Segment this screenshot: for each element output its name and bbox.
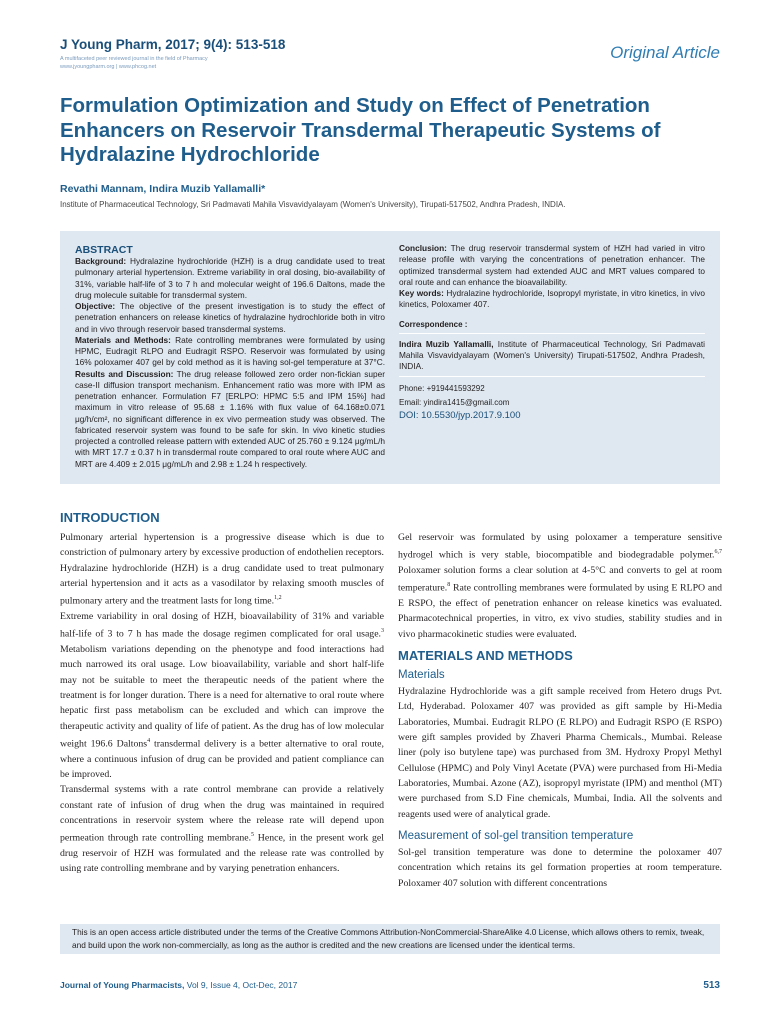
page-number: 513 xyxy=(703,980,720,991)
materials-paragraph: Hydralazine Hydrochloride was a gift sample received from Hetero drugs Pvt. Ltd, Hyderabad. Poloxamer 407 was provided as gift sample by Hi-Media Laboratories, Mumbai. Eudragit RLPO (E RLPO) and Eudragit RSPO (E RSPO) were gift samples provided by Zhaveri Pharma Chemicals., Mumbai. Release liner (poly iso butylene tape) was purchased from 3M. Hydroxy Propyl Methyl Cellulose (HPMC) and Poly Vinyl Acetate (PVA) were purchased from Hi-Media Laboratories, Mumbai. Azone (AZ), isopropyl myristate (IPM) and menthol (MT) were purchased from S.D Fine chemicals, Mumbai, India. All the solvents and reagents used were of analytical grade. xyxy=(398,685,722,820)
author-list: Revathi Mannam, Indira Muzib Yallamalli* xyxy=(60,183,266,195)
abstract-left-column xyxy=(75,256,385,470)
intro-paragraph-1: Pulmonary arterial hypertension is a progressive disease which is due to constriction of pulmonary artery by excessive production of endothelien receptors. Hydralazine hydrochloride (HZH) is a drug candidate used to treat pulmonary arterial hypertension and it acts as a vasodilator by relaxing smooth muscles of pulmonary artery and the treatment lasts for long time.$^{1,2}$ xyxy=(60,532,384,607)
right-body-column xyxy=(398,530,722,891)
intro-paragraph-4: Gel reservoir was formulated by using poloxamer a temperature sensitive hydrogel which is very stable, biocompatible and biodegradable polymer.$^{6,7}$ Poloxamer solution forms a clear solution at 4-5°C and converts to gel at room temperature.$^8$ Rate controlling membranes were formulated by using E RLPO and E RSPO, the effect of penetration enhancer on release kinetics was evaluated. Pharmacotechnical properties, in vitro, ex vivo studies, stability studies and in vivo pharmacokinetic studies were evaluated. xyxy=(398,532,722,640)
abstract-right-column xyxy=(399,243,705,421)
methods-heading: MATERIALS AND METHODS xyxy=(398,647,573,663)
abstract-conclusion: Conclusion: The drug reservoir transdermal system of HZH had varied in vitro release profile with varying the concentrations of penetration enhancer. The optimized transdermal system had extended AUC and MRT values compared to oral route and can enhance the bioavailability. xyxy=(399,243,705,287)
left-body-column xyxy=(60,530,384,877)
divider xyxy=(399,376,705,377)
journal-citation: J Young Pharm, 2017; 9(4): 513-518 xyxy=(60,37,286,52)
introduction-heading: INTRODUCTION xyxy=(60,510,160,525)
solgel-subheading: Measurement of sol-gel transition temperature xyxy=(398,830,634,843)
doi[interactable]: DOI: 10.5530/jyp.2017.9.100 xyxy=(399,409,521,421)
phone: Phone: +919441593292 xyxy=(399,383,485,393)
abstract-box xyxy=(60,231,720,484)
affiliation: Institute of Pharmaceutical Technology, Sri Padmavati Mahila Visvavidyalayam (Women's University), Tirupati-517502, Andhra Pradesh, INDIA. xyxy=(60,200,566,209)
materials-subheading: Materials xyxy=(398,668,445,681)
abstract-keywords: Key words: Hydralazine hydrochloride, Isopropyl myristate, in vitro kinetics, in vivo kinetics, Poloxamer 407. xyxy=(399,288,705,310)
divider xyxy=(399,333,705,334)
correspondence-heading: Correspondence : xyxy=(399,319,468,329)
journal-urls[interactable]: www.jyoungpharm.org | www.phcog.net xyxy=(60,64,157,70)
article-type: Original Article xyxy=(610,43,720,62)
abstract-heading: ABSTRACT xyxy=(75,244,133,256)
abstract-methods: Materials and Methods: Rate controlling membranes were formulated by using HPMC, Eudragit RLPO and Eudragit RSPO. Reservoir was formulated by using 16% poloxamer 407 gel by cold method as it is having sol-gel temperature at 37°C. Results and Discussion: The drug release followed zero order non-fickian super case-II diffusion transport mechanism. Enhancement ratio was more with IPM as penetration enhancer. Formulation F7 [ERLPO: HPMC 5:5 and IPM 15%] had maximum in vitro release of 95.68 ± 1.16% with flux value of 64.168±0.071 μg/h/cm², no significant difference in ex vivo permeation study was observed. The fabricated reservoir system was found to be safe for skin. In vivo kinetic studies projected a controlled release pattern with extended AUC of 25.760 ± 9.124 μg/mL/h with MRT 17.7 ± 0.37 h in transdermal route compared to oral route where AUC and MRT are 4.409 ± 2.015 μg/mL/h and 2.98 ± 1.24 h respectively. xyxy=(75,334,386,469)
intro-paragraph-2: Extreme variability in oral dosing of HZH, bioavailability of 31% and variable half-life of 3 to 7 h has made the dosage regimen complicated for oral usage.$^3$ Metabolism variations depending on the phenotype and food interactions had much narrowed its oral usage. Low bioavailability, variable and short half-life may not be suitable to meet the therapeutic needs of the patient where the treatment is for longer duration. There is a need for alternative to oral route where hepatic first pass metabolism can be excluded and which can improve the therapeutic activity and quality of life of patient. As the drug has of low molecular weight 196.6 Daltons$^4$ transdermal delivery is a better alternative to oral route, where a continuous infusion of drug can be provided and patient compliance can be improved. xyxy=(60,610,384,780)
correspondence-address: Indira Muzib Yallamalli, Institute of Pharmaceutical Technology, Sri Padmavati Mahila Visvavidyalayam (Women's University) Tirupati-517502, Andhra Pradesh, INDIA. xyxy=(399,338,705,372)
footer-citation: Journal of Young Pharmacists, Vol 9, Issue 4, Oct-Dec, 2017 xyxy=(60,980,298,990)
intro-paragraph-3: Transdermal systems with a rate control membrane can provide a relatively constant rate of infusion of drug when the drug was maintained in required concentrations in reservoir system where the release rate will depend upon permeation through rate controlling membrane.$^5$ Hence, in the present work gel drug reservoir of HZH was formulated and the release rate was controlled by using rate controlling membrane and by varying penetration enhancers. xyxy=(60,784,384,875)
solgel-paragraph: Sol-gel transition temperature was done to determine the poloxamer 407 concentration which retains its gel formation properties at room temperature. Poloxamer 407 solution with different concentrations xyxy=(398,847,722,889)
paper-title: Formulation Optimization and Study on Effect of Penetration Enhancers on Reservoir Transdermal Therapeutic Systems of Hydralazine Hydrochloride xyxy=(60,94,661,166)
email[interactable]: Email: yindira1415@gmail.com xyxy=(399,397,510,407)
journal-tagline: A multifaceted peer reviewed journal in the field of Pharmacy xyxy=(60,56,208,62)
abstract-background: Background: Hydralazine hydrochloride (HZH) is a drug candidate used to treat pulmonary arterial hypertension. Extreme variability in oral dosing, bio-availability of 31%, variable half-life of 3 to 7 h and molecular weight of 196.6 Daltons, made the drug molecule suitable for transdermal system. xyxy=(75,256,385,300)
license-box xyxy=(60,924,720,954)
abstract-objective: Objective: The objective of the present investigation is to study the effect of penetration enhancers on release kinetics of hydralazine hydrochloride both in vitro and in vivo through reservoir based transdermal systems. xyxy=(75,301,385,334)
license-text: This is an open access article distributed under the terms of the Creative Commons Attribution-NonCommercial-ShareAlike 4.0 License, which allows others to remix, tweak, and build upon the work non-commercially, as long as the author is credited and the new creations are licensed under the identical terms. xyxy=(72,927,705,950)
